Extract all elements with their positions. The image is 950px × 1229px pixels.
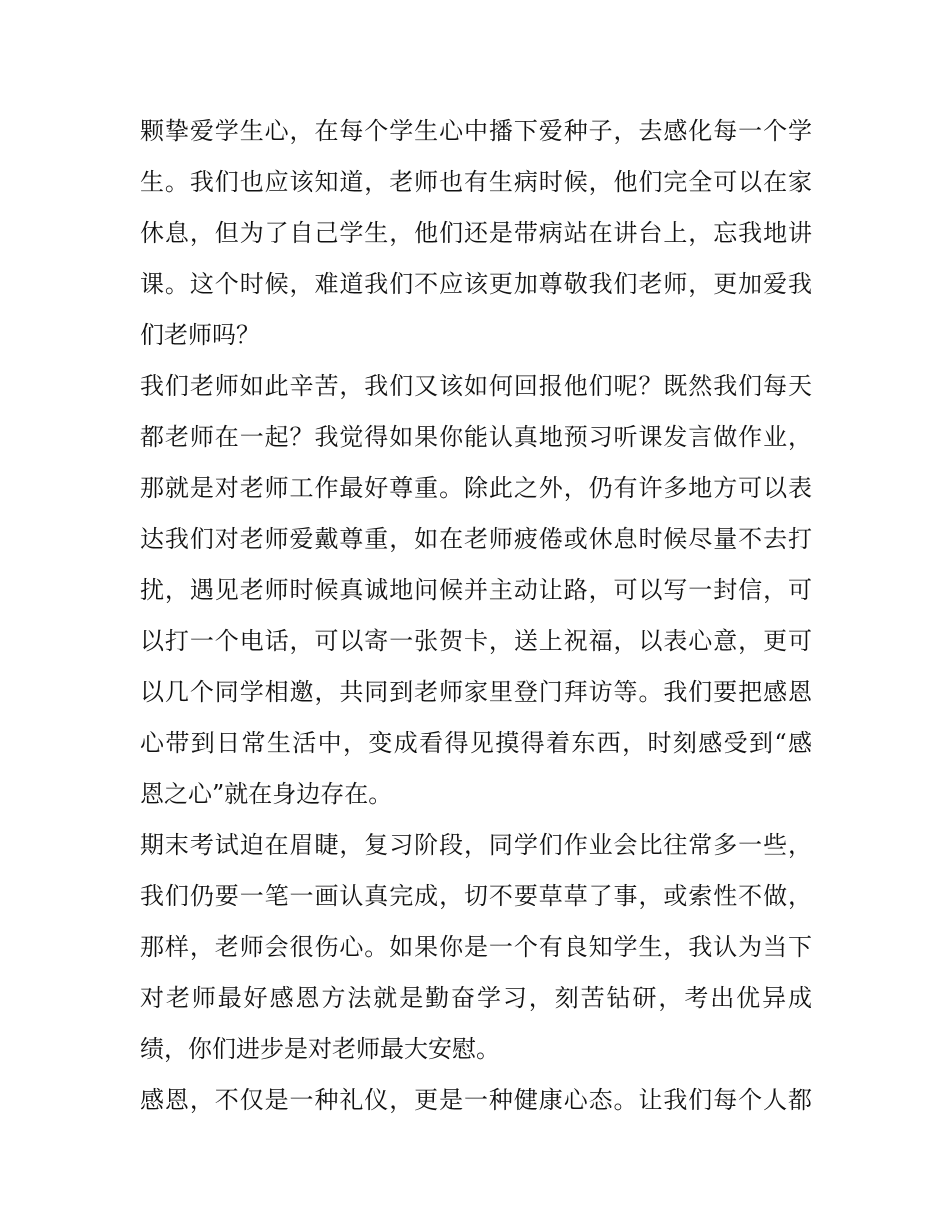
text-line: 都老师在一起？我觉得如果你能认真地预习听课发言做作业， xyxy=(140,423,812,451)
text-line: 期末考试迫在眉睫，复习阶段，同学们作业会比往常多一些， xyxy=(140,831,812,859)
text-line: 以几个同学相邀，共同到老师家里登门拜访等。我们要把感恩 xyxy=(140,678,812,706)
body-text xyxy=(140,106,812,1126)
text-line: 恩之心”就在身边存在。 xyxy=(140,780,393,808)
text-line: 扰，遇见老师时候真诚地问候并主动让路，可以写一封信，可 xyxy=(140,576,812,604)
text-line: 生。我们也应该知道，老师也有生病时候，他们完全可以在家 xyxy=(140,168,812,196)
text-line: 我们老师如此辛苦，我们又该如何回报他们呢？既然我们每天 xyxy=(140,372,812,400)
text-line: 那样，老师会很伤心。如果你是一个有良知学生，我认为当下 xyxy=(140,933,812,961)
text-line: 颗挚爱学生心，在每个学生心中播下爱种子，去感化每一个学 xyxy=(140,117,812,145)
text-line: 们老师吗？ xyxy=(140,321,260,349)
text-line: 感恩，不仅是一种礼仪，更是一种健康心态。让我们每个人都 xyxy=(140,1086,812,1114)
text-line: 我们仍要一笔一画认真完成，切不要草草了事，或索性不做， xyxy=(140,882,812,910)
text-line: 那就是对老师工作最好尊重。除此之外，仍有许多地方可以表 xyxy=(140,474,812,502)
text-line: 绩，你们进步是对老师最大安慰。 xyxy=(140,1035,500,1063)
text-line: 心带到日常生活中，变成看得见摸得着东西，时刻感受到“感 xyxy=(140,729,812,757)
text-line: 达我们对老师爱戴尊重，如在老师疲倦或休息时候尽量不去打 xyxy=(140,525,812,553)
text-line: 课。这个时候，难道我们不应该更加尊敬我们老师，更加爱我 xyxy=(140,270,812,298)
text-line: 对老师最好感恩方法就是勤奋学习，刻苦钻研，考出优异成 xyxy=(140,984,812,1012)
text-line: 以打一个电话，可以寄一张贺卡，送上祝福，以表心意，更可 xyxy=(140,627,812,655)
text-line: 休息，但为了自己学生，他们还是带病站在讲台上，忘我地讲 xyxy=(140,219,812,247)
